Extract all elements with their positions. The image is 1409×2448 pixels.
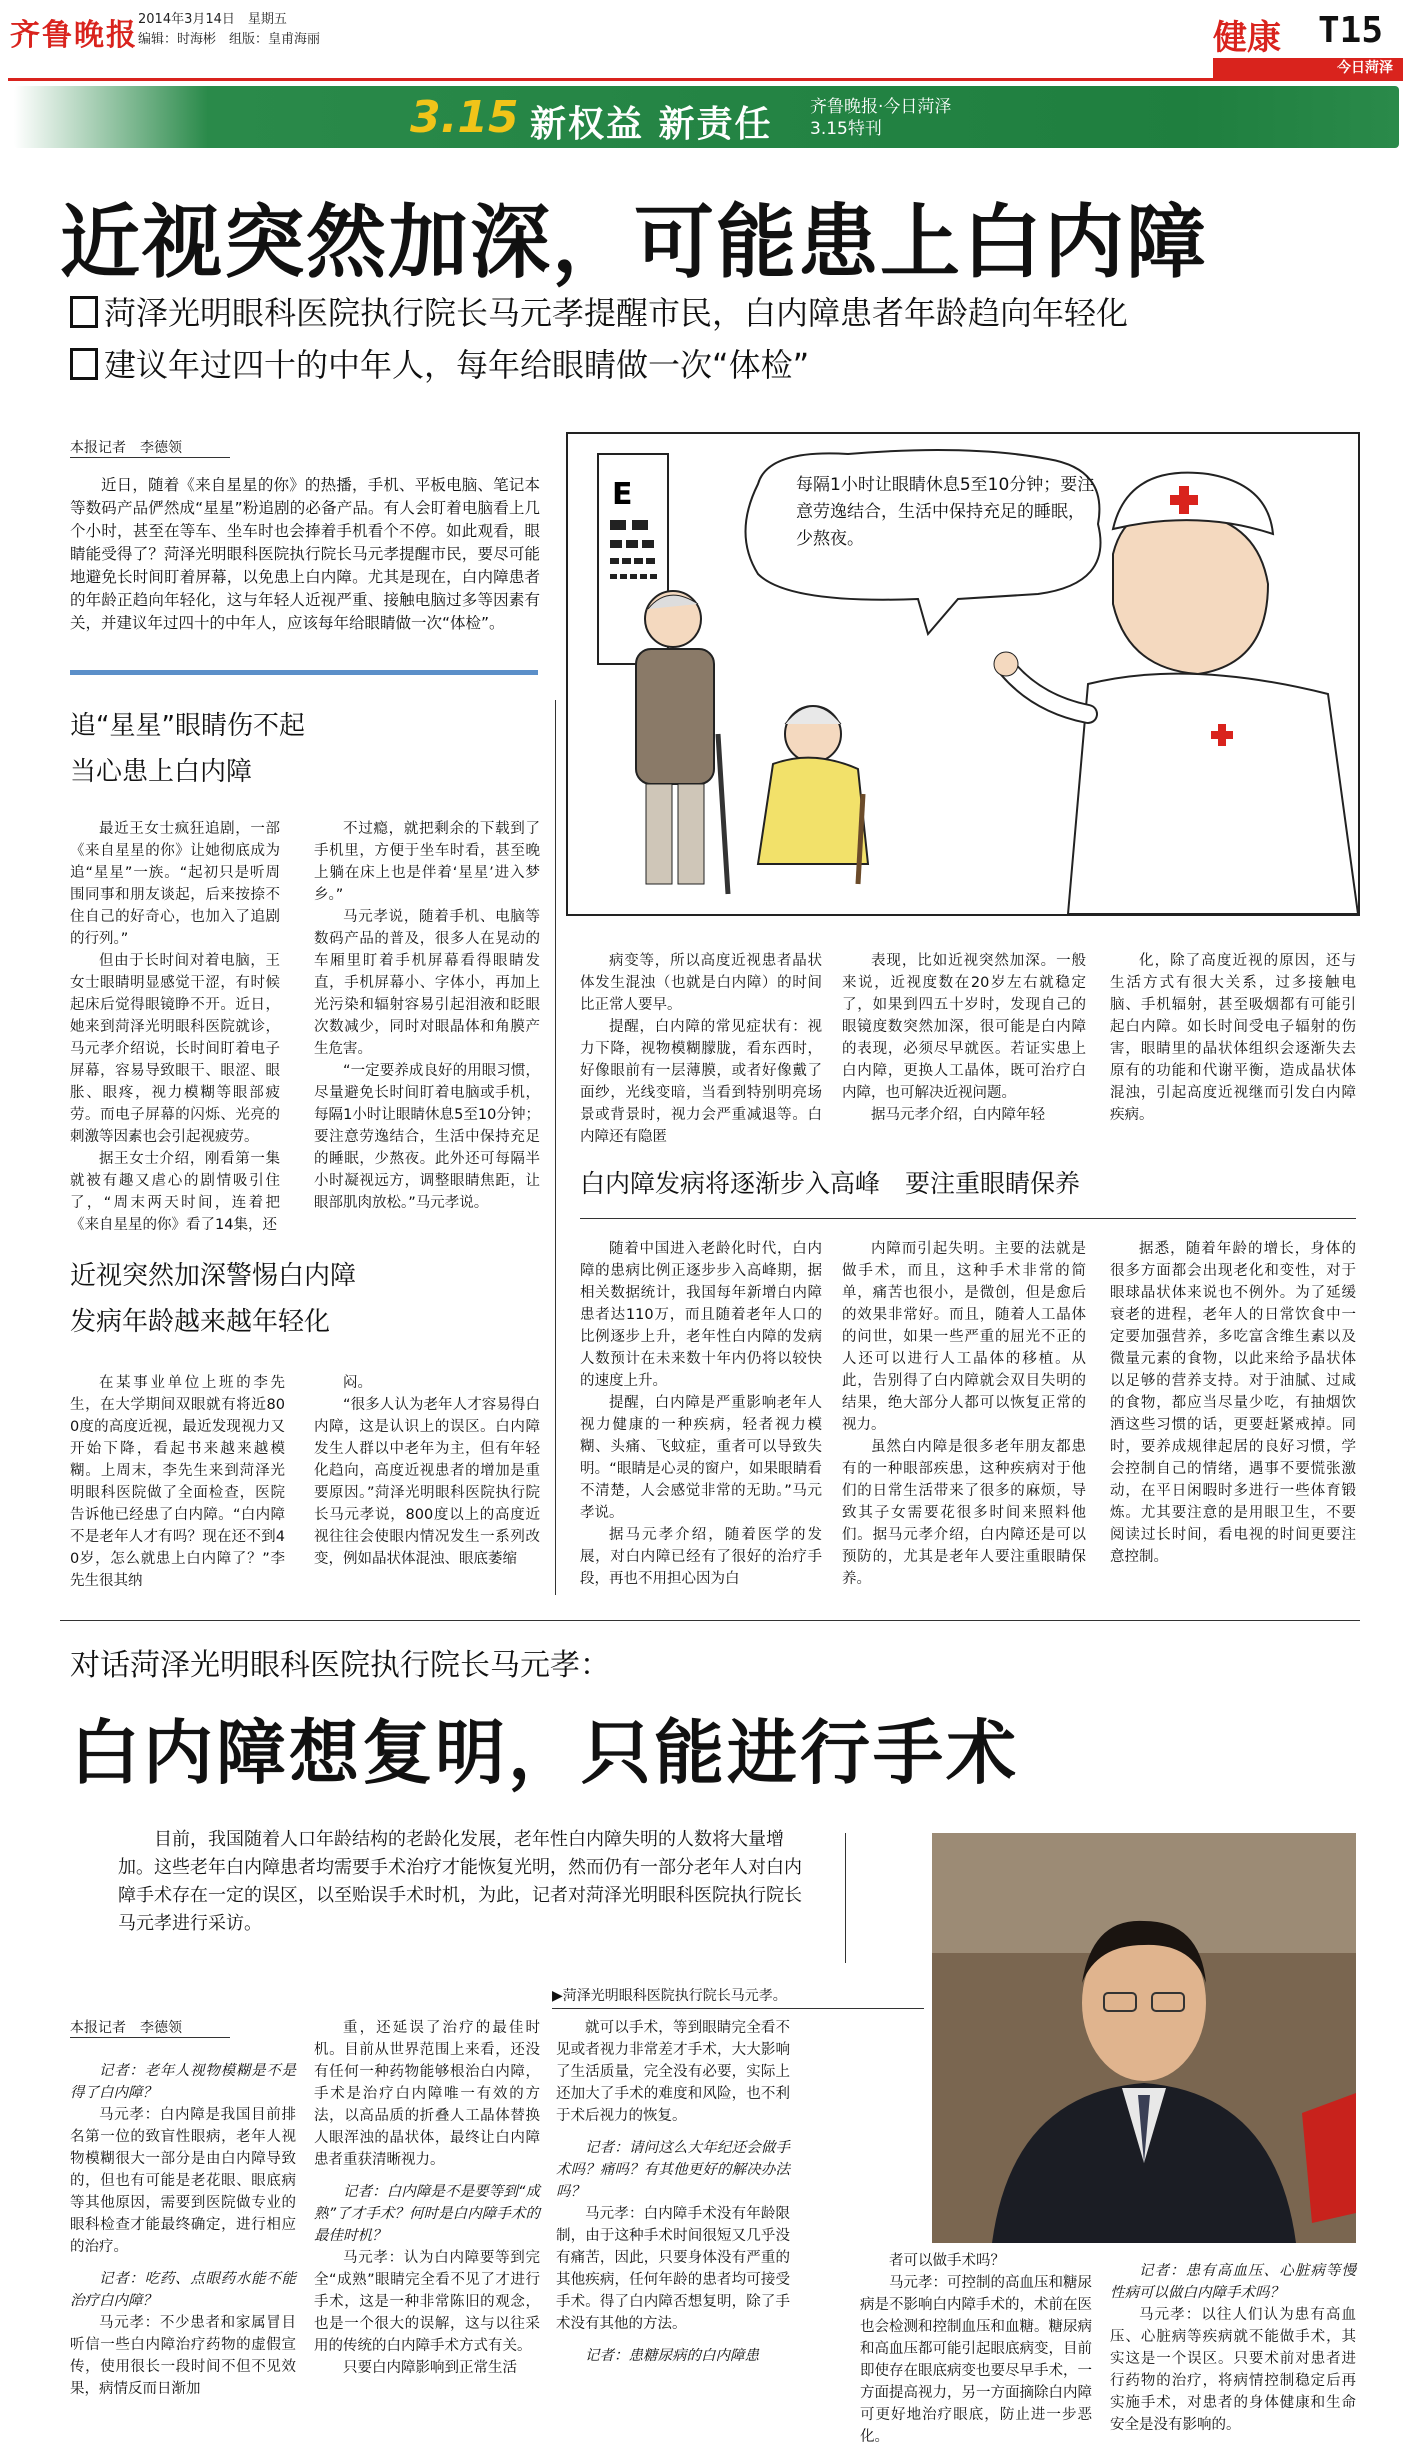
paragraph: 提醒，白内障的常见症状有：视力下降，视物模糊朦胧，看东西时，好像眼前有一层薄膜，或者好像戴了面纱，光线变暗，当看到特别明亮场景或背景时，视力会严重减退等。白内障还有隐匿 [580, 1019, 822, 1145]
issue-meta [138, 10, 320, 50]
deck-line-1 [70, 288, 1128, 334]
paragraph: 重，还延误了治疗的最佳时机。目前从世界范围上来看，还没有任何一种药物能够根治白内障，手术是治疗白内障唯一有效的方法，以高品质的折叠人工晶体替换人眼浑浊的晶状体，最终让白内障患者重获清晰视力。 [314, 2020, 540, 2168]
interview-column-2 [314, 2017, 540, 2395]
section3-column-1 [580, 1238, 822, 1594]
eye-chart-letter: E [612, 477, 633, 512]
paragraph: 但由于长时间对着电脑，王女士眼睛明显感觉干涩，有时候起床后觉得眼镜睁不开。近日，她来到菏泽光明眼科医院就诊，马元孝介绍说，长时间盯着电子屏幕，容易导致眼干、眼涩、眼胀、眼疼，视力模糊等眼部疲劳。而电子屏幕的闪烁、光亮的刺激等因素也会引起视疲劳。 [70, 953, 280, 1145]
paragraph: 记者：患糖尿病的白内障患 [585, 2348, 759, 2364]
editor-line: 编辑：时海彬 组版：皇甫海丽 [138, 32, 321, 47]
section2-title-1: 近视突然加深警惕白内障 [70, 1261, 357, 1291]
paragraph: 马元孝：白内障手术没有年龄限制，由于这种手术时间很短又几乎没有痛苦，因此，只要身体没有严重的其他疾病，任何年龄的患者均可接受手术。得了白内障否想复明，除了手术没有其他的方法。 [556, 2206, 790, 2332]
section1-column-1 [70, 818, 280, 1238]
main-headline: 近视突然加深，可能患上白内障 [60, 196, 1208, 289]
paragraph: 虽然白内障是很多老年朋友都患有的一种眼部疾患，这种疾病对于他们的日常生活带来了很多的麻烦，导致其子女需要花很多时间来照料他们。据马元孝介绍，白内障还是可以预防的，尤其是老年人要注重眼睛保养。 [842, 1439, 1086, 1587]
interview-byline-rule [70, 2037, 230, 2038]
paragraph: 马元孝：认为白内障要等到完全“成熟”眼睛完全看不见了才进行手术，这是一种非常陈旧的观念，也是一个很大的误解，这与以往采用的传统的白内障手术方式有关。 [314, 2250, 540, 2354]
column-divider [555, 700, 556, 1595]
deck-line-2 [70, 340, 809, 386]
paragraph: 表现，比如近视突然加深。一般来说，近视度数在20岁左右就稳定了，如果到四五十岁时，发现自己的眼镜度数突然加深，很可能是白内障的表现，必须尽早就医。若证实患上白内障，更换人工晶体，既可治疗白内障，也可解决近视问题。 [842, 953, 1086, 1101]
paragraph: “很多人认为老年人才容易得白内障，这是认识上的误区。白内障发生人群以中老年为主，但有年轻化趋向，高度近视患者的增加是重要原因。”菏泽光明眼科医院执行院长马元孝说，800度以上的高度近视往往会使眼内情况发生一系列改变，例如晶状体混浊、眼底萎缩 [314, 1397, 540, 1567]
section2-title-2: 发病年龄越来越年轻化 [70, 1307, 331, 1337]
newspaper-logo: 齐鲁晚报 [10, 18, 138, 53]
photo-caption: ▶菏泽光明眼科医院执行院长马元孝。 [552, 1988, 787, 2004]
checkbox-icon [70, 296, 98, 328]
header-rule [8, 78, 1403, 81]
paragraph: 病变等，所以高度近视患者晶状体发生混浊（也就是白内障）的时间比正常人要早。 [580, 953, 822, 1013]
banner-title: 新权益 新责任 [530, 104, 773, 145]
bubble-text: 每隔1小时让眼睛休息5至10分钟；要注意劳逸结合，生活中保持充足的睡眠，少熬夜。 [796, 475, 1095, 549]
deck-text-2: 建议年过四十的中年人，每年给眼睛做一次“体检” [104, 346, 810, 384]
banner-sub1: 齐鲁晚报·今日菏泽 [810, 97, 952, 117]
paragraph: 者可以做手术吗？ [889, 2253, 1005, 2269]
intro-rule [70, 670, 538, 675]
paragraph: 马元孝：可控制的高血压和糖尿病是不影响白内障手术的，术前在医也会检测和控制血压和血糖。糖尿病和高血压都可能引起眼底病变，目前即使存在眼底病变也要尽早手术，一方面提高视力，另一方面摘除白内障可更好地治疗眼底，防止进一步恶化。 [860, 2275, 1092, 2445]
paragraph: 据王女士介绍，刚看第一集就被有趣又虐心的剧情吸引住了，“周末两天时间，连着把《来自星星的你》看了14集，还 [70, 1151, 280, 1233]
interview-lead-text: 目前，我国随着人口年龄结构的老龄化发展，老年性白内障失明的人数将大量增加。这些老年白内障患者均需要手术治疗才能恢复光明，然而仍有一部分老年人对白内障手术存在一定的误区，以至贻误手术时机，为此，记者对菏泽光明眼科医院执行院长马元孝进行采访。 [118, 1829, 802, 1934]
mid-column-2 [842, 950, 1086, 1136]
byline-rule [70, 457, 230, 458]
cartoon-illustration [566, 432, 1360, 916]
portrait-svg [932, 1833, 1356, 2243]
intro-text: 近日，随着《来自星星的你》的热播，手机、平板电脑、笔记本等数码产品俨然成“星星”粉追剧的必备产品。有人会盯着电脑看上几个小时，甚至在等车、坐车时也会捧着手机看个不停。如此观看，眼睛能受得了？菏泽光明眼科医院执行院长马元孝提醒市民，要尽可能地避免长时间盯着屏幕，以免患上白内障。尤其是现在，白内障患者的年龄正趋向年轻化，这与年轻人近视严重、接触电脑过多等因素有关，并建议年过四十的中年人，应该每年给眼睛做一次“体检”。 [70, 476, 540, 632]
portrait-photo [932, 1833, 1356, 2243]
banner-subtitle [810, 96, 951, 140]
paragraph: 不过瘾，就把剩余的下载到了手机里，方便于坐车时看，甚至晚上躺在床上也是伴着‘星星’进入梦乡。” [314, 821, 540, 903]
section3-column-2 [842, 1238, 1086, 1594]
interview-column-3 [556, 2017, 790, 2395]
banner-sub2: 3.15特刊 [810, 119, 882, 139]
subsection-tag: 今日菏泽 [1213, 58, 1403, 78]
paragraph: 据马元孝介绍，白内障年轻 [871, 1107, 1045, 1123]
intro-paragraph [70, 474, 540, 635]
interview-column-1 [70, 2050, 296, 2395]
mid-column-3 [1110, 950, 1356, 1136]
interview-lead [118, 1826, 818, 1938]
paragraph: 记者：吃药、点眼药水能不能治疗白内障？ [70, 2271, 296, 2309]
deck-text-1: 菏泽光明眼科医院执行院长马元孝提醒市民，白内障患者年龄趋向年轻化 [104, 294, 1129, 332]
paragraph: 在某事业单位上班的李先生，在大学期间双眼就有将近800度的高度近视，最近发现视力又开始下降，看起书来越来越模糊。上周末，李先生来到菏泽光明眼科医院做了全面检查，医院告诉他已经患了白内障。“白内障不是老年人才有吗？现在还不到40岁，怎么就患上白内障了？”李先生很其纳 [70, 1375, 285, 1589]
paragraph: 据悉，随着年龄的增长，身体的很多方面都会出现老化和变性，对于眼球晶状体来说也不例外。为了延缓衰老的进程，老年人的日常饮食中一定要加强营养，多吃富含维生素以及微量元素的食物，以此来给予晶状体以足够的营养支持。对于油腻、过咸的食物，都应当尽量少吃，有抽烟饮酒这些习惯的话，更要赶紧戒掉。同时，要养成规律起居的良好习惯，学会控制自己的情绪，遇事不要慌张激动，在平日闲暇时多进行一些体育锻炼。尤其要注意的是用眼卫生，不要阅读过长时间，看电视的时间更要注意控制。 [1110, 1241, 1356, 1565]
interview-column-4 [860, 2250, 1092, 2445]
interview-column-5 [1110, 2250, 1356, 2433]
section1-column-2 [314, 818, 540, 1238]
paragraph: 随着中国进入老龄化时代，白内障的患病比例正逐步步入高峰期，据相关数据统计，我国每年新增白内障患者达110万，而且随着老年人口的比例逐步上升，老年性白内障的发病人数预计在未来数十年内仍将以较快的速度上升。 [580, 1241, 822, 1389]
mid-column-1 [580, 950, 822, 1145]
caption-rule [552, 2008, 924, 2009]
paragraph: 马元孝：不少患者和家属冒目听信一些白内障治疗药物的虚假宣传，使用很长一段时间不但不见效果，病情反而日渐加 [70, 2315, 296, 2397]
paragraph: 马元孝：以往人们认为患有高血压、心脏病等疾病就不能做手术，其实这是一个误区。只要术前对患者进行药物的治疗，将病情控制稳定后再实施手术，对患者的身体健康和生命安全是没有影响的。 [1110, 2307, 1356, 2433]
interview-headline: 白内障想复明，只能进行手术 [70, 1712, 1019, 1794]
section2-column-1 [70, 1372, 285, 1592]
paragraph: 记者：患有高血压、心脏病等慢性病可以做白内障手术吗？ [1110, 2263, 1356, 2301]
paragraph: 最近王女士疯狂追剧，一部《来自星星的你》让她彻底成为追“星星”一族。“起初只是听周围同事和朋友谈起，后来按捺不住自己的好奇心，也加入了追剧的行列。” [70, 821, 280, 947]
checkbox-icon [70, 348, 98, 380]
paragraph: 据马元孝介绍，随着医学的发展，对白内障已经有了很好的治疗手段，再也不用担心因为白 [580, 1527, 822, 1587]
paragraph: 记者：白内障是不是要等到“成熟”了才手术？何时是白内障手术的最佳时机？ [314, 2184, 540, 2244]
byline: 本报记者 李德领 [70, 440, 182, 456]
paragraph: 就可以手术，等到眼睛完全看不见或者视力非常差才手术，大大影响了生活质量，完全没有必要，实际上还加大了手术的难度和风险，也不利于术后视力的恢复。 [556, 2020, 790, 2124]
paragraph: 闷。 [343, 1375, 372, 1391]
date-line: 2014年3月14日 星期五 [138, 12, 287, 27]
section3-column-3 [1110, 1238, 1356, 1594]
interview-byline: 本报记者 李德领 [70, 2020, 182, 2036]
paragraph: 只要白内障影响到正常生活 [343, 2360, 517, 2376]
section1-title-1: 追“星星”眼睛伤不起 [70, 711, 305, 741]
paragraph: 马元孝：白内障是我国目前排名第一位的致盲性眼病，老年人视物模糊很大一部分是由白内障导致的，但也有可能是老花眼、眼底病等其他原因，需要到医院做专业的眼科检查才能最终确定，进行相应的治疗。 [70, 2107, 296, 2255]
interview-kicker: 对话菏泽光明眼科医院执行院长马元孝： [70, 1648, 610, 1683]
banner-315-logo: 3.15 [410, 92, 519, 143]
section1-title-2: 当心患上白内障 [70, 757, 253, 787]
page-number: T15 [1318, 10, 1384, 51]
section3-title: 白内障发病将逐渐步入高峰 要注重眼睛保养 [580, 1169, 1081, 1198]
section2-column-2 [314, 1372, 540, 1592]
paragraph: 记者：请问这么大年纪还会做手术吗？痛吗？有其他更好的解决办法吗？ [556, 2140, 790, 2200]
paragraph: 记者：老年人视物模糊是不是得了白内障？ [70, 2063, 296, 2101]
section-name: 健康 [1213, 18, 1281, 58]
paragraph: 内障而引起失明。主要的法就是做手术，而且，这种手术非常的简单，痛苦也很小，是微创，但是愈后的效果非常好。而且，随着人工晶体的问世，如果一些严重的屈光不正的人还可以进行人工晶体的移植。从此，告别得了白内障就会双目失明的结果，绝大部分人都可以恢复正常的视力。 [842, 1241, 1086, 1433]
old-woman-figure [758, 706, 868, 884]
section3-rule [580, 1218, 1356, 1219]
lead-divider [845, 1833, 846, 1963]
paragraph: 提醒，白内障是严重影响老年人视力健康的一种疾病，轻者视力模糊、头痛、飞蚊症，重者可以导致失明。“眼睛是心灵的窗户，如果眼睛看不清楚，人会感觉非常的无助。”马元孝说。 [580, 1395, 822, 1521]
paragraph: 化，除了高度近视的原因，还与生活方式有很大关系，过多接触电脑、手机辐射，甚至吸烟都有可能引起白内障。如长时间受电子辐射的伤害，眼睛里的晶状体组织会逐渐失去原有的功能和代谢平衡，造成晶状体混浊，引起高度近视继而引发白内障疾病。 [1110, 953, 1356, 1123]
paragraph: 马元孝说，随着手机、电脑等数码产品的普及，很多人在晃动的车厢里盯着手机屏幕看得眼睛发直，手机屏幕小、字体小，再加上光污染和辐射容易引起泪液和眨眼次数减少，同时对眼晶体和角膜产生危害。 [314, 909, 540, 1057]
paragraph: “一定要养成良好的用眼习惯，尽量避免长时间盯着电脑或手机，每隔1小时让眼睛休息5至10分钟；要注意劳逸结合，生活中保持充足的睡眠，少熬夜。此外还可每隔半小时凝视远方，调整眼睛焦距，让眼部肌肉放松。”马元孝说。 [314, 1063, 540, 1211]
interview-rule [60, 1620, 1360, 1621]
